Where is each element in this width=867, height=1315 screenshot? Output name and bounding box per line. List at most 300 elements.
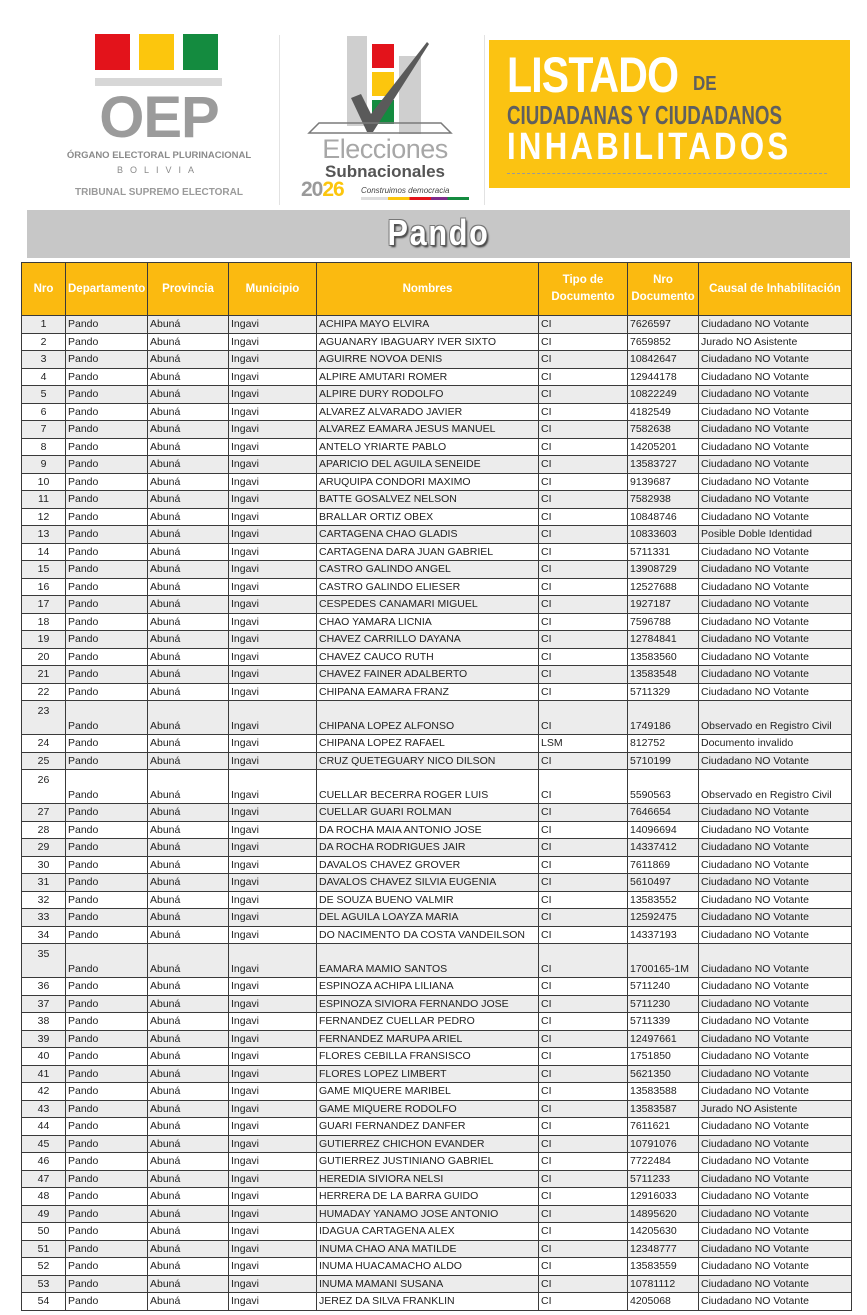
cell-municipio: Ingavi xyxy=(229,856,317,874)
cell-nro-documento: 812752 xyxy=(628,735,699,753)
cell-municipio: Ingavi xyxy=(229,770,317,804)
table-row xyxy=(22,978,852,996)
cell-municipio: Ingavi xyxy=(229,456,317,474)
cell-provincia: Abuná xyxy=(148,1065,229,1083)
cell-nombres: DE SOUZA BUENO VALMIR xyxy=(317,891,539,909)
cell-provincia: Abuná xyxy=(148,333,229,351)
cell-nro: 8 xyxy=(22,438,66,456)
cell-causal: Ciudadano NO Votante xyxy=(699,631,852,649)
cell-nombres: CHAVEZ CARRILLO DAYANA xyxy=(317,631,539,649)
cell-nombres: HERRERA DE LA BARRA GUIDO xyxy=(317,1188,539,1206)
cell-municipio: Ingavi xyxy=(229,1188,317,1206)
cell-municipio: Ingavi xyxy=(229,351,317,369)
cell-municipio: Ingavi xyxy=(229,1293,317,1311)
title-dashed-rule xyxy=(507,173,827,174)
table-row xyxy=(22,770,852,804)
cell-nro-documento: 7626597 xyxy=(628,316,699,334)
cell-nro-documento: 5621350 xyxy=(628,1065,699,1083)
cell-nro-documento: 5710199 xyxy=(628,752,699,770)
cell-departamento: Pando xyxy=(66,438,148,456)
cell-nro-documento: 12916033 xyxy=(628,1188,699,1206)
cell-causal: Ciudadano NO Votante xyxy=(699,386,852,404)
cell-tipo-documento: CI xyxy=(539,926,628,944)
cell-tipo-documento: CI xyxy=(539,752,628,770)
cell-provincia: Abuná xyxy=(148,804,229,822)
cell-nro: 47 xyxy=(22,1170,66,1188)
cell-tipo-documento: CI xyxy=(539,978,628,996)
cell-provincia: Abuná xyxy=(148,666,229,684)
table-row xyxy=(22,1100,852,1118)
cell-municipio: Ingavi xyxy=(229,1083,317,1101)
cell-causal: Ciudadano NO Votante xyxy=(699,316,852,334)
cell-nombres: APARICIO DEL AGUILA SENEIDE xyxy=(317,456,539,474)
cell-nombres: IDAGUA CARTAGENA ALEX xyxy=(317,1223,539,1241)
cell-provincia: Abuná xyxy=(148,596,229,614)
table-row xyxy=(22,995,852,1013)
cell-causal: Ciudadano NO Votante xyxy=(699,456,852,474)
cell-departamento: Pando xyxy=(66,1048,148,1066)
cell-tipo-documento: CI xyxy=(539,1065,628,1083)
cell-nro-documento: 13908729 xyxy=(628,561,699,579)
cell-provincia: Abuná xyxy=(148,526,229,544)
cell-causal: Ciudadano NO Votante xyxy=(699,874,852,892)
cell-nro-documento: 7611869 xyxy=(628,856,699,874)
cell-provincia: Abuná xyxy=(148,1118,229,1136)
cell-departamento: Pando xyxy=(66,839,148,857)
title-listado: LISTADO xyxy=(507,47,679,103)
oep-acronym: OEP xyxy=(99,85,219,150)
col-header-nro-documento: Nro Documento xyxy=(628,263,699,316)
cell-provincia: Abuná xyxy=(148,1135,229,1153)
cell-departamento: Pando xyxy=(66,926,148,944)
cell-departamento: Pando xyxy=(66,648,148,666)
cell-nro: 44 xyxy=(22,1118,66,1136)
cell-tipo-documento: CI xyxy=(539,473,628,491)
region-band xyxy=(27,210,850,258)
cell-municipio: Ingavi xyxy=(229,1013,317,1031)
cell-provincia: Abuná xyxy=(148,874,229,892)
cell-nro-documento: 5590563 xyxy=(628,770,699,804)
table-row xyxy=(22,578,852,596)
cell-municipio: Ingavi xyxy=(229,839,317,857)
cell-provincia: Abuná xyxy=(148,978,229,996)
cell-nombres: CARTAGENA CHAO GLADIS xyxy=(317,526,539,544)
cell-provincia: Abuná xyxy=(148,613,229,631)
table-row xyxy=(22,473,852,491)
cell-provincia: Abuná xyxy=(148,1258,229,1276)
cell-nro-documento: 5711230 xyxy=(628,995,699,1013)
color-stripe xyxy=(361,197,469,200)
cell-causal: Ciudadano NO Votante xyxy=(699,891,852,909)
cell-departamento: Pando xyxy=(66,473,148,491)
title-ciudadanos: CIUDADANAS Y CIUDADANOS xyxy=(507,100,782,130)
cell-nombres: FERNANDEZ CUELLAR PEDRO xyxy=(317,1013,539,1031)
cell-provincia: Abuná xyxy=(148,456,229,474)
cell-nro: 40 xyxy=(22,1048,66,1066)
cell-nro: 5 xyxy=(22,386,66,404)
cell-nro-documento: 14895620 xyxy=(628,1205,699,1223)
cell-tipo-documento: CI xyxy=(539,1153,628,1171)
cell-nro: 53 xyxy=(22,1275,66,1293)
cell-municipio: Ingavi xyxy=(229,909,317,927)
cell-nro: 33 xyxy=(22,909,66,927)
cell-causal: Observado en Registro Civil xyxy=(699,701,852,735)
cell-tipo-documento: LSM xyxy=(539,735,628,753)
cell-provincia: Abuná xyxy=(148,1048,229,1066)
cell-nombres: CESPEDES CANAMARI MIGUEL xyxy=(317,596,539,614)
cell-departamento: Pando xyxy=(66,770,148,804)
cell-nro: 39 xyxy=(22,1030,66,1048)
table-row xyxy=(22,1205,852,1223)
cell-causal: Ciudadano NO Votante xyxy=(699,421,852,439)
cell-departamento: Pando xyxy=(66,804,148,822)
cell-nro: 35 xyxy=(22,944,66,978)
cell-nro-documento: 14337412 xyxy=(628,839,699,857)
cell-nro-documento: 13583588 xyxy=(628,1083,699,1101)
cell-nombres: ESPINOZA SIVIORA FERNANDO JOSE xyxy=(317,995,539,1013)
cell-departamento: Pando xyxy=(66,944,148,978)
table-row xyxy=(22,701,852,735)
cell-causal: Ciudadano NO Votante xyxy=(699,578,852,596)
cell-causal: Ciudadano NO Votante xyxy=(699,1083,852,1101)
cell-provincia: Abuná xyxy=(148,1170,229,1188)
cell-municipio: Ingavi xyxy=(229,944,317,978)
cell-municipio: Ingavi xyxy=(229,491,317,509)
cell-nro-documento: 7611621 xyxy=(628,1118,699,1136)
cell-municipio: Ingavi xyxy=(229,1118,317,1136)
cell-nombres: ESPINOZA ACHIPA LILIANA xyxy=(317,978,539,996)
cell-tipo-documento: CI xyxy=(539,1083,628,1101)
cell-nro: 17 xyxy=(22,596,66,614)
cell-nro: 31 xyxy=(22,874,66,892)
table-row xyxy=(22,316,852,334)
cell-tipo-documento: CI xyxy=(539,821,628,839)
cell-nro: 43 xyxy=(22,1100,66,1118)
cell-causal: Ciudadano NO Votante xyxy=(699,1065,852,1083)
cell-nombres: INUMA HUACAMACHO ALDO xyxy=(317,1258,539,1276)
cell-municipio: Ingavi xyxy=(229,926,317,944)
cell-municipio: Ingavi xyxy=(229,473,317,491)
table-row xyxy=(22,874,852,892)
cell-nro-documento: 10781112 xyxy=(628,1275,699,1293)
cell-nro-documento: 10833603 xyxy=(628,526,699,544)
cell-nombres: FLORES CEBILLA FRANSISCO xyxy=(317,1048,539,1066)
cell-nombres: HEREDIA SIVIORA NELSI xyxy=(317,1170,539,1188)
cell-departamento: Pando xyxy=(66,491,148,509)
cell-municipio: Ingavi xyxy=(229,1030,317,1048)
cell-nombres: DAVALOS CHAVEZ SILVIA EUGENIA xyxy=(317,874,539,892)
cell-provincia: Abuná xyxy=(148,891,229,909)
cell-provincia: Abuná xyxy=(148,1153,229,1171)
table-row xyxy=(22,543,852,561)
cell-nro: 7 xyxy=(22,421,66,439)
cell-nro: 24 xyxy=(22,735,66,753)
cell-nro-documento: 1751850 xyxy=(628,1048,699,1066)
cell-nro: 50 xyxy=(22,1223,66,1241)
cell-nombres: CHAO YAMARA LICNIA xyxy=(317,613,539,631)
cell-municipio: Ingavi xyxy=(229,526,317,544)
cell-nro: 16 xyxy=(22,578,66,596)
cell-tipo-documento: CI xyxy=(539,839,628,857)
cell-nombres: CHAVEZ FAINER ADALBERTO xyxy=(317,666,539,684)
cell-causal: Ciudadano NO Votante xyxy=(699,596,852,614)
cell-nro-documento: 5711240 xyxy=(628,978,699,996)
flag-squares-icon xyxy=(95,34,223,70)
table-row xyxy=(22,596,852,614)
cell-nro-documento: 7582638 xyxy=(628,421,699,439)
cell-provincia: Abuná xyxy=(148,752,229,770)
ballot-checkmark-icon xyxy=(347,36,427,136)
cell-causal: Ciudadano NO Votante xyxy=(699,1258,852,1276)
cell-tipo-documento: CI xyxy=(539,1135,628,1153)
cell-municipio: Ingavi xyxy=(229,403,317,421)
cell-provincia: Abuná xyxy=(148,438,229,456)
cell-departamento: Pando xyxy=(66,386,148,404)
cell-nro: 9 xyxy=(22,456,66,474)
cell-causal: Ciudadano NO Votante xyxy=(699,804,852,822)
cell-provincia: Abuná xyxy=(148,944,229,978)
cell-nro-documento: 14337193 xyxy=(628,926,699,944)
cell-departamento: Pando xyxy=(66,1100,148,1118)
table-row xyxy=(22,909,852,927)
cell-tipo-documento: CI xyxy=(539,1048,628,1066)
cell-nombres: HUMADAY YANAMO JOSE ANTONIO xyxy=(317,1205,539,1223)
cell-nro: 20 xyxy=(22,648,66,666)
cell-provincia: Abuná xyxy=(148,351,229,369)
oep-org-name: ÓRGANO ELECTORAL PLURINACIONAL xyxy=(66,150,252,161)
cell-causal: Ciudadano NO Votante xyxy=(699,368,852,386)
table-row xyxy=(22,1065,852,1083)
cell-nombres: CHIPANA EAMARA FRANZ xyxy=(317,683,539,701)
cell-departamento: Pando xyxy=(66,1293,148,1311)
cell-nro-documento: 10842647 xyxy=(628,351,699,369)
cell-nro: 4 xyxy=(22,368,66,386)
cell-nombres: ALPIRE AMUTARI ROMER xyxy=(317,368,539,386)
cell-tipo-documento: CI xyxy=(539,543,628,561)
cell-tipo-documento: CI xyxy=(539,368,628,386)
cell-provincia: Abuná xyxy=(148,1293,229,1311)
table-row xyxy=(22,438,852,456)
cell-tipo-documento: CI xyxy=(539,613,628,631)
cell-causal: Ciudadano NO Votante xyxy=(699,1118,852,1136)
cell-municipio: Ingavi xyxy=(229,368,317,386)
cell-nombres: BRALLAR ORTIZ OBEX xyxy=(317,508,539,526)
cell-nro-documento: 7722484 xyxy=(628,1153,699,1171)
cell-tipo-documento: CI xyxy=(539,856,628,874)
cell-nombres: ALVAREZ EAMARA JESUS MANUEL xyxy=(317,421,539,439)
cell-municipio: Ingavi xyxy=(229,1240,317,1258)
cell-causal: Ciudadano NO Votante xyxy=(699,1240,852,1258)
cell-nro: 18 xyxy=(22,613,66,631)
cell-departamento: Pando xyxy=(66,1240,148,1258)
table-row xyxy=(22,1118,852,1136)
cell-departamento: Pando xyxy=(66,874,148,892)
cell-departamento: Pando xyxy=(66,1013,148,1031)
cell-tipo-documento: CI xyxy=(539,944,628,978)
cell-nombres: BATTE GOSALVEZ NELSON xyxy=(317,491,539,509)
cell-causal: Ciudadano NO Votante xyxy=(699,1275,852,1293)
table-row xyxy=(22,526,852,544)
cell-nombres: INUMA MAMANI SUSANA xyxy=(317,1275,539,1293)
cell-provincia: Abuná xyxy=(148,735,229,753)
cell-causal: Ciudadano NO Votante xyxy=(699,543,852,561)
cell-provincia: Abuná xyxy=(148,1100,229,1118)
cell-municipio: Ingavi xyxy=(229,701,317,735)
cell-tipo-documento: CI xyxy=(539,1240,628,1258)
cell-nro: 51 xyxy=(22,1240,66,1258)
cell-provincia: Abuná xyxy=(148,386,229,404)
table-row xyxy=(22,1153,852,1171)
cell-departamento: Pando xyxy=(66,683,148,701)
cell-municipio: Ingavi xyxy=(229,648,317,666)
cell-causal: Ciudadano NO Votante xyxy=(699,752,852,770)
cell-nro-documento: 9139687 xyxy=(628,473,699,491)
cell-provincia: Abuná xyxy=(148,421,229,439)
table-row xyxy=(22,1258,852,1276)
cell-provincia: Abuná xyxy=(148,995,229,1013)
cell-municipio: Ingavi xyxy=(229,1223,317,1241)
cell-causal: Ciudadano NO Votante xyxy=(699,561,852,579)
cell-causal: Documento invalido xyxy=(699,735,852,753)
cell-nro: 38 xyxy=(22,1013,66,1031)
cell-nro-documento: 5711331 xyxy=(628,543,699,561)
cell-nombres: GAME MIQUERE MARIBEL xyxy=(317,1083,539,1101)
elecciones-subtitle: Subnacionales xyxy=(325,162,445,181)
cell-tipo-documento: CI xyxy=(539,491,628,509)
cell-departamento: Pando xyxy=(66,891,148,909)
cell-nombres: CUELLAR GUARI ROLMAN xyxy=(317,804,539,822)
cell-nro: 42 xyxy=(22,1083,66,1101)
col-header-municipio: Municipio xyxy=(229,263,317,316)
cell-tipo-documento: CI xyxy=(539,666,628,684)
cell-provincia: Abuná xyxy=(148,561,229,579)
cell-municipio: Ingavi xyxy=(229,1135,317,1153)
cell-departamento: Pando xyxy=(66,1275,148,1293)
cell-causal: Ciudadano NO Votante xyxy=(699,403,852,421)
cell-nro: 49 xyxy=(22,1205,66,1223)
cell-municipio: Ingavi xyxy=(229,508,317,526)
table-row xyxy=(22,1293,852,1311)
cell-tipo-documento: CI xyxy=(539,683,628,701)
cell-tipo-documento: CI xyxy=(539,1170,628,1188)
cell-departamento: Pando xyxy=(66,735,148,753)
cell-municipio: Ingavi xyxy=(229,561,317,579)
col-header-departamento: Departamento xyxy=(66,263,148,316)
cell-tipo-documento: CI xyxy=(539,1205,628,1223)
table-row xyxy=(22,1223,852,1241)
cell-departamento: Pando xyxy=(66,1205,148,1223)
cell-nro-documento: 7596788 xyxy=(628,613,699,631)
cell-departamento: Pando xyxy=(66,543,148,561)
col-header-nro: Nro xyxy=(22,263,66,316)
cell-causal: Ciudadano NO Votante xyxy=(699,1048,852,1066)
cell-departamento: Pando xyxy=(66,316,148,334)
cell-departamento: Pando xyxy=(66,526,148,544)
cell-nro: 32 xyxy=(22,891,66,909)
cell-nro: 22 xyxy=(22,683,66,701)
cell-causal: Jurado NO Asistente xyxy=(699,333,852,351)
cell-departamento: Pando xyxy=(66,995,148,1013)
cell-nro-documento: 5610497 xyxy=(628,874,699,892)
cell-causal: Ciudadano NO Votante xyxy=(699,1205,852,1223)
cell-tipo-documento: CI xyxy=(539,648,628,666)
table-row xyxy=(22,508,852,526)
cell-nombres: CHIPANA LOPEZ RAFAEL xyxy=(317,735,539,753)
table-row xyxy=(22,403,852,421)
red-square xyxy=(95,34,130,70)
cell-nro: 30 xyxy=(22,856,66,874)
cell-nombres: ALVAREZ ALVARADO JAVIER xyxy=(317,403,539,421)
cell-causal: Ciudadano NO Votante xyxy=(699,613,852,631)
cell-nro-documento: 1700165-1M xyxy=(628,944,699,978)
cell-municipio: Ingavi xyxy=(229,666,317,684)
cell-causal: Ciudadano NO Votante xyxy=(699,666,852,684)
cell-nro: 26 xyxy=(22,770,66,804)
cell-tipo-documento: CI xyxy=(539,770,628,804)
cell-nro-documento: 10848746 xyxy=(628,508,699,526)
oep-tribunal: TRIBUNAL SUPREMO ELECTORAL xyxy=(75,187,243,198)
cell-tipo-documento: CI xyxy=(539,1223,628,1241)
cell-tipo-documento: CI xyxy=(539,421,628,439)
table-row xyxy=(22,891,852,909)
cell-tipo-documento: CI xyxy=(539,386,628,404)
cell-provincia: Abuná xyxy=(148,631,229,649)
table-row xyxy=(22,856,852,874)
title-de: DE xyxy=(693,73,717,95)
cell-provincia: Abuná xyxy=(148,839,229,857)
cell-departamento: Pando xyxy=(66,1030,148,1048)
cell-tipo-documento: CI xyxy=(539,1013,628,1031)
cell-municipio: Ingavi xyxy=(229,735,317,753)
cell-nro-documento: 7646654 xyxy=(628,804,699,822)
cell-municipio: Ingavi xyxy=(229,1100,317,1118)
cell-tipo-documento: CI xyxy=(539,701,628,735)
cell-municipio: Ingavi xyxy=(229,438,317,456)
table-row xyxy=(22,1135,852,1153)
document-title-box xyxy=(489,40,850,188)
cell-nombres: DA ROCHA RODRIGUES JAIR xyxy=(317,839,539,857)
cell-nro-documento: 5711329 xyxy=(628,683,699,701)
cell-departamento: Pando xyxy=(66,613,148,631)
cell-municipio: Ingavi xyxy=(229,631,317,649)
cell-provincia: Abuná xyxy=(148,856,229,874)
table-row xyxy=(22,333,852,351)
cell-provincia: Abuná xyxy=(148,821,229,839)
cell-nombres: DAVALOS CHAVEZ GROVER xyxy=(317,856,539,874)
table-row xyxy=(22,944,852,978)
table-row xyxy=(22,491,852,509)
cell-provincia: Abuná xyxy=(148,1205,229,1223)
cell-tipo-documento: CI xyxy=(539,891,628,909)
col-header-tipo-documento: Tipo de Documento xyxy=(539,263,628,316)
cell-causal: Ciudadano NO Votante xyxy=(699,438,852,456)
elecciones-logo xyxy=(295,34,475,204)
cell-departamento: Pando xyxy=(66,1065,148,1083)
cell-provincia: Abuná xyxy=(148,1223,229,1241)
cell-causal: Ciudadano NO Votante xyxy=(699,1188,852,1206)
cell-departamento: Pando xyxy=(66,752,148,770)
cell-provincia: Abuná xyxy=(148,1275,229,1293)
cell-nro: 25 xyxy=(22,752,66,770)
cell-nro: 21 xyxy=(22,666,66,684)
table-row xyxy=(22,456,852,474)
cell-nombres: ARUQUIPA CONDORI MAXIMO xyxy=(317,473,539,491)
cell-nro: 41 xyxy=(22,1065,66,1083)
cell-tipo-documento: CI xyxy=(539,995,628,1013)
table-row xyxy=(22,839,852,857)
cell-nombres: FLORES LOPEZ LIMBERT xyxy=(317,1065,539,1083)
cell-nro: 37 xyxy=(22,995,66,1013)
